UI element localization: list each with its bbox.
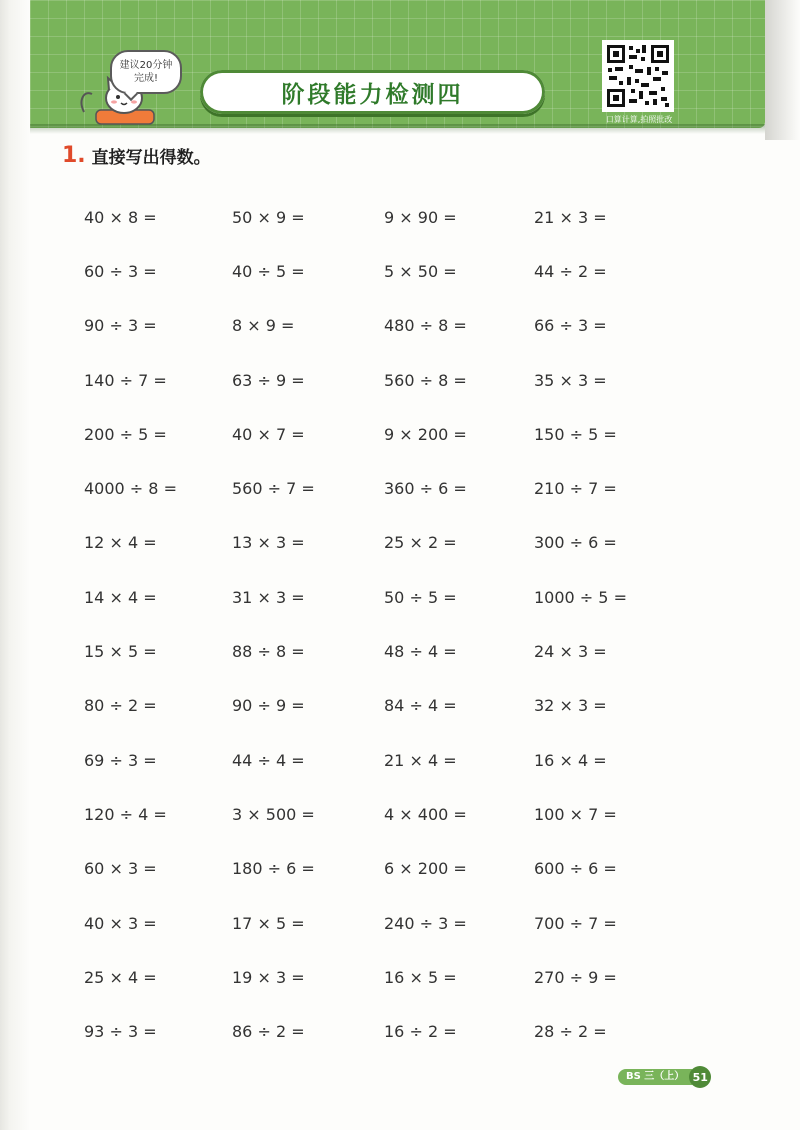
page-title: 阶段能力检测四	[281, 81, 464, 108]
problem-item: 60 × 3 =	[84, 859, 157, 879]
problem-item: 6 × 200 =	[384, 859, 467, 879]
problem-item: 8 × 9 =	[232, 316, 295, 336]
problem-item: 210 ÷ 7 =	[534, 479, 617, 499]
qr-code[interactable]	[602, 40, 674, 112]
problem-item: 200 ÷ 5 =	[84, 424, 167, 444]
problem-item: 21 × 3 =	[534, 207, 607, 227]
problem-item: 600 ÷ 6 =	[534, 859, 617, 879]
bubble-line-2: 完成!	[133, 73, 158, 84]
problem-item: 60 ÷ 3 =	[84, 261, 157, 281]
problem-row	[84, 896, 684, 950]
problem-row	[84, 244, 684, 298]
problem-item: 80 ÷ 2 =	[84, 696, 157, 716]
problem-item: 86 ÷ 2 =	[232, 1022, 305, 1042]
problem-row	[84, 679, 684, 733]
problem-row	[84, 570, 684, 624]
problem-grid	[84, 190, 684, 1059]
problem-item: 560 ÷ 8 =	[384, 370, 467, 390]
problem-item: 63 ÷ 9 =	[232, 370, 305, 390]
book-label: BS 三（上）	[618, 1069, 692, 1085]
problem-item: 40 × 3 =	[84, 913, 157, 933]
problem-item: 25 × 2 =	[384, 533, 457, 553]
problem-item: 300 ÷ 6 =	[534, 533, 617, 553]
problem-item: 560 ÷ 7 =	[232, 479, 315, 499]
problem-item: 16 × 5 =	[384, 967, 457, 987]
problem-row	[84, 461, 684, 515]
problem-item: 69 ÷ 3 =	[84, 750, 157, 770]
problem-item: 88 ÷ 8 =	[232, 642, 305, 662]
problem-row	[84, 842, 684, 896]
problem-item: 66 ÷ 3 =	[534, 316, 607, 336]
problem-item: 48 ÷ 4 =	[384, 642, 457, 662]
problem-item: 31 × 3 =	[232, 587, 305, 607]
qr-code-icon	[605, 43, 671, 109]
qr-caption: 口算计算,拍照批改	[605, 115, 673, 124]
problem-item: 3 × 500 =	[232, 804, 315, 824]
section-instruction: 直接写出得数。	[91, 147, 211, 168]
problem-item: 480 ÷ 8 =	[384, 316, 467, 336]
problem-item: 9 × 90 =	[384, 207, 457, 227]
problem-item: 4000 ÷ 8 =	[84, 479, 177, 499]
problem-row	[84, 1004, 684, 1058]
problem-item: 50 ÷ 5 =	[384, 587, 457, 607]
problem-item: 40 ÷ 5 =	[232, 261, 305, 281]
problem-item: 360 ÷ 6 =	[384, 479, 467, 499]
time-suggestion-bubble	[110, 50, 182, 94]
problem-item: 240 ÷ 3 =	[384, 913, 467, 933]
problem-row	[84, 190, 684, 244]
problem-item: 40 × 7 =	[232, 424, 305, 444]
problem-item: 24 × 3 =	[534, 642, 607, 662]
problem-row	[84, 407, 684, 461]
problem-item: 25 × 4 =	[84, 967, 157, 987]
problem-item: 90 ÷ 3 =	[84, 316, 157, 336]
problem-item: 100 × 7 =	[534, 804, 617, 824]
problem-item: 4 × 400 =	[384, 804, 467, 824]
problem-item: 84 ÷ 4 =	[384, 696, 457, 716]
problem-item: 180 ÷ 6 =	[232, 859, 315, 879]
footer-badge	[618, 1067, 711, 1087]
problem-item: 700 ÷ 7 =	[534, 913, 617, 933]
problem-item: 90 ÷ 9 =	[232, 696, 305, 716]
section-number: 1.	[62, 142, 86, 168]
problem-item: 17 × 5 =	[232, 913, 305, 933]
problem-item: 15 × 5 =	[84, 642, 157, 662]
bubble-line-1: 建议20分钟	[119, 60, 173, 71]
problem-item: 16 × 4 =	[534, 750, 607, 770]
problem-item: 9 × 200 =	[384, 424, 467, 444]
problem-row	[84, 950, 684, 1004]
problem-item: 93 ÷ 3 =	[84, 1022, 157, 1042]
problem-item: 150 ÷ 5 =	[534, 424, 617, 444]
problem-item: 44 ÷ 4 =	[232, 750, 305, 770]
page-number: 51	[689, 1066, 711, 1088]
problem-row	[84, 624, 684, 678]
problem-row	[84, 733, 684, 787]
problem-item: 120 ÷ 4 =	[84, 804, 167, 824]
problem-row	[84, 353, 684, 407]
problem-row	[84, 299, 684, 353]
problem-item: 19 × 3 =	[232, 967, 305, 987]
problem-item: 12 × 4 =	[84, 533, 157, 553]
problem-item: 44 ÷ 2 =	[534, 261, 607, 281]
section-heading	[62, 140, 211, 170]
page-gutter	[0, 0, 30, 1130]
problem-item: 35 × 3 =	[534, 370, 607, 390]
problem-item: 32 × 3 =	[534, 696, 607, 716]
problem-item: 13 × 3 =	[232, 533, 305, 553]
problem-item: 140 ÷ 7 =	[84, 370, 167, 390]
problem-item: 50 × 9 =	[232, 207, 305, 227]
problem-row	[84, 516, 684, 570]
problem-row	[84, 787, 684, 841]
title-banner	[200, 70, 545, 114]
problem-item: 16 ÷ 2 =	[384, 1022, 457, 1042]
problem-item: 5 × 50 =	[384, 261, 457, 281]
problem-item: 40 × 8 =	[84, 207, 157, 227]
problem-item: 1000 ÷ 5 =	[534, 587, 627, 607]
page-edge	[765, 0, 800, 140]
problem-item: 270 ÷ 9 =	[534, 967, 617, 987]
problem-item: 28 ÷ 2 =	[534, 1022, 607, 1042]
problem-item: 21 × 4 =	[384, 750, 457, 770]
problem-item: 14 × 4 =	[84, 587, 157, 607]
